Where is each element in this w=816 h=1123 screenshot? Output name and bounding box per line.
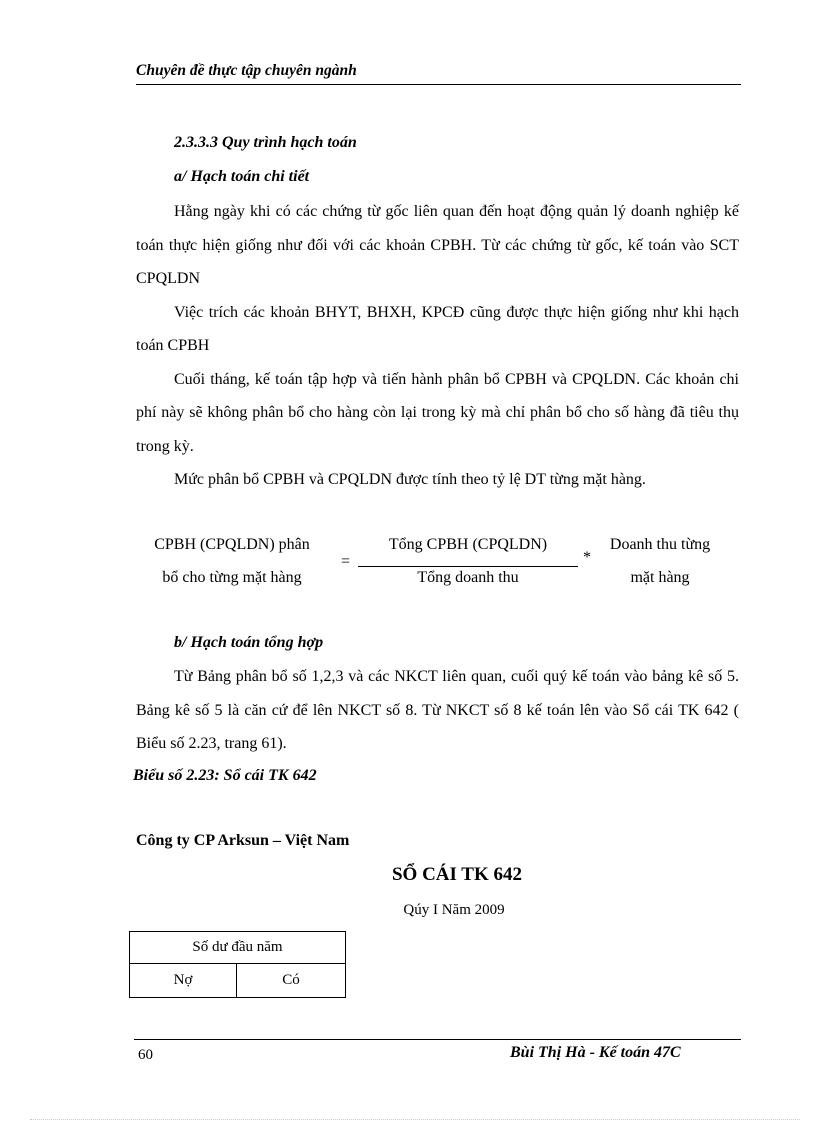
opening-balance-table <box>129 931 346 998</box>
page-number: 60 <box>138 1047 153 1063</box>
footer-author: Bùi Thị Hà - Kế toán 47C <box>510 1044 681 1061</box>
body-text-b <box>136 660 739 761</box>
section-heading: 2.3.3.3 Quy trình hạch toán <box>174 134 357 151</box>
formula-denominator: Tổng doanh thu <box>417 569 519 586</box>
paragraph-3: Cuối tháng, kế toán tập hợp và tiến hành phân bổ CPBH và CPQLDN. Các khoản chi phí này sẽ không phân bổ cho hàng còn lại trong kỳ mà chỉ phân bổ cho số hàng đã tiêu thụ trong kỳ. <box>136 370 739 455</box>
formula-lhs-line1: CPBH (CPQLDN) phân <box>154 536 310 553</box>
header-divider <box>136 84 741 85</box>
fraction-line <box>358 566 578 567</box>
formula-rhs-line1: Doanh thu từng <box>609 536 711 553</box>
subsection-a-heading: a/ Hạch toán chi tiết <box>174 168 310 185</box>
formula-times: * <box>583 549 591 566</box>
paragraph-2: Việc trích các khoản BHYT, BHXH, KPCĐ cũng được thực hiện giống như khi hạch toán CPBH <box>136 303 739 354</box>
body-text-a <box>136 195 739 497</box>
credit-column-header: Có <box>237 964 346 998</box>
formula-equals: = <box>341 553 351 570</box>
header-title: Chuyên đề thực tập chuyên ngành <box>136 62 357 79</box>
paragraph-1: Hằng ngày khi có các chứng từ gốc liên quan đến hoạt động quản lý doanh nghiệp kế toán thực hiện giống như đối với các khoản CPBH. Từ các chứng từ gốc, kế toán vào SCT CPQLDN <box>136 203 739 287</box>
company-name: Công ty CP Arksun – Việt Nam <box>136 832 350 849</box>
opening-balance-header: Số dư đầu năm <box>130 932 346 964</box>
paragraph-b: Từ Bảng phân bổ số 1,2,3 và các NKCT liên quan, cuối quý kế toán vào bảng kê số 5. Bảng kê số 5 là căn cứ để lên NKCT số 8. Từ NKCT số 8 kế toán lên vào Sổ cái TK 642 ( Biểu số 2.23, trang 61). <box>136 668 739 752</box>
figure-caption: Biểu số 2.23: Sổ cái TK 642 <box>133 767 317 784</box>
formula-rhs-line2: mặt hàng <box>630 569 690 586</box>
footer-divider <box>134 1039 741 1040</box>
subsection-b-heading: b/ Hạch toán tổng hợp <box>174 634 324 651</box>
formula-lhs-line2: bổ cho từng mặt hàng <box>162 569 302 586</box>
ledger-period: Qúy I Năm 2009 <box>403 902 505 918</box>
formula-numerator: Tổng CPBH (CPQLDN) <box>388 536 548 553</box>
ledger-title: SỔ CÁI TK 642 <box>391 864 523 885</box>
page-bottom-dotted-line <box>30 1119 800 1120</box>
paragraph-4: Mức phân bổ CPBH và CPQLDN được tính theo tỷ lệ DT từng mặt hàng. <box>174 471 646 488</box>
debit-column-header: Nợ <box>130 964 237 998</box>
